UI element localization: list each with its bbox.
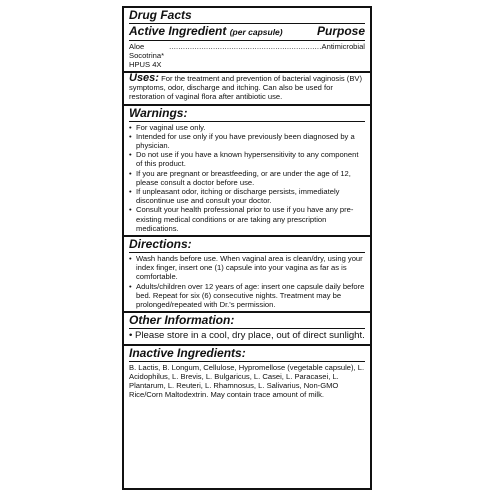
- warning-text: Consult your health professional prior to use if you have any pre-existing medical conditions or are taking any prescription medications.: [136, 205, 354, 233]
- direction-text: Adults/children over 12 years of age: insert one capsule daily before bed. Repeat for six (6) consecutive nights. Treatment may be prolonged/repeated with Dr.'s permission.: [136, 281, 365, 310]
- bullet-icon: •: [129, 205, 132, 215]
- bullet-icon: •: [129, 281, 132, 291]
- list-item: [129, 282, 365, 310]
- uses-label: Uses:: [129, 72, 159, 84]
- active-ingredient-label-group: [129, 25, 283, 39]
- bullet-icon: •: [129, 122, 132, 132]
- warnings-section: [124, 106, 370, 237]
- active-ingredient-heading: [129, 25, 365, 39]
- active-ingredient-name: Aloe Socotrina* HPUS 4X: [129, 42, 165, 69]
- directions-list: [129, 254, 365, 309]
- list-item: [129, 330, 365, 342]
- bullet-icon: •: [129, 150, 132, 160]
- warnings-list: [129, 123, 365, 233]
- bullet-icon: •: [129, 168, 132, 178]
- uses-text: For the treatment and prevention of bacterial vaginosis (BV) symptoms, odor, discharge and itching. Can also be used for restoration of vaginal flora after antibiotic use.: [129, 74, 362, 102]
- warning-text: Intended for use only if you have previously been diagnosed by a physician.: [136, 131, 355, 151]
- drug-facts-header-section: [124, 8, 370, 73]
- warning-text: Do not use if you have a known hypersensitivity to any component of this product.: [136, 150, 359, 169]
- other-information-label: Other Information:: [129, 314, 365, 329]
- other-information-list: [129, 330, 365, 342]
- directions-section: [124, 237, 370, 313]
- bullet-icon: •: [129, 131, 132, 141]
- purpose-label: Purpose: [316, 24, 365, 38]
- other-information-section: [124, 313, 370, 346]
- bullet-icon: •: [129, 330, 133, 342]
- list-item: [129, 150, 365, 168]
- warning-text: For vaginal use only.: [136, 122, 206, 132]
- list-item: [129, 187, 365, 205]
- drug-facts-panel: [122, 6, 372, 490]
- active-ingredient-label: Active Ingredient: [129, 24, 227, 38]
- active-ingredient-divider: [129, 40, 365, 41]
- bullet-icon: •: [129, 254, 132, 264]
- drug-facts-title: Drug Facts: [129, 8, 192, 22]
- inactive-ingredients-text: B. Lactis, B. Longum, Cellulose, Hypromellose (vegetable capsule), L. Acidophilus, L. Brevis, L. Bulgaricus, L. Casei, L. Paracasei, L. Plantarum, L. Reuteri, L. Rhamnosus, L. Salivarius, Non-GMO Rice/Corn Maltodextrin. May contain trace amount of milk.: [129, 362, 365, 400]
- uses-section: [124, 73, 370, 106]
- inactive-ingredients-label: Inactive Ingredients:: [129, 347, 365, 362]
- list-item: [129, 205, 365, 233]
- warnings-label: Warnings:: [129, 107, 365, 122]
- list-item: [129, 123, 365, 132]
- warning-text: If you are pregnant or breastfeeding, or are under the age of 12, please consult a doctor before use.: [136, 168, 351, 187]
- warning-text: If unpleasant odor, itching or discharge persists, immediately discontinue use and consult your doctor.: [136, 187, 340, 206]
- active-ingredient-qualifier: (per capsule): [229, 27, 283, 37]
- other-information-text: Please store in a cool, dry place, out of direct sunlight.: [135, 330, 365, 342]
- list-item: [129, 254, 365, 282]
- direction-text: Wash hands before use. When vaginal area is clean/dry, using your index finger, insert one (1) capsule into your vagina as far as is comfortable.: [136, 254, 363, 282]
- active-ingredient-row: [129, 42, 365, 69]
- active-ingredient-leader-dots: ..................................................................: [169, 42, 322, 51]
- inactive-ingredients-section: [124, 346, 370, 402]
- list-item: [129, 169, 365, 187]
- directions-label: Directions:: [129, 238, 365, 253]
- uses-paragraph: [129, 74, 365, 102]
- active-ingredient-purpose: Antimicrobial: [321, 42, 365, 51]
- bullet-icon: •: [129, 187, 132, 197]
- list-item: [129, 132, 365, 150]
